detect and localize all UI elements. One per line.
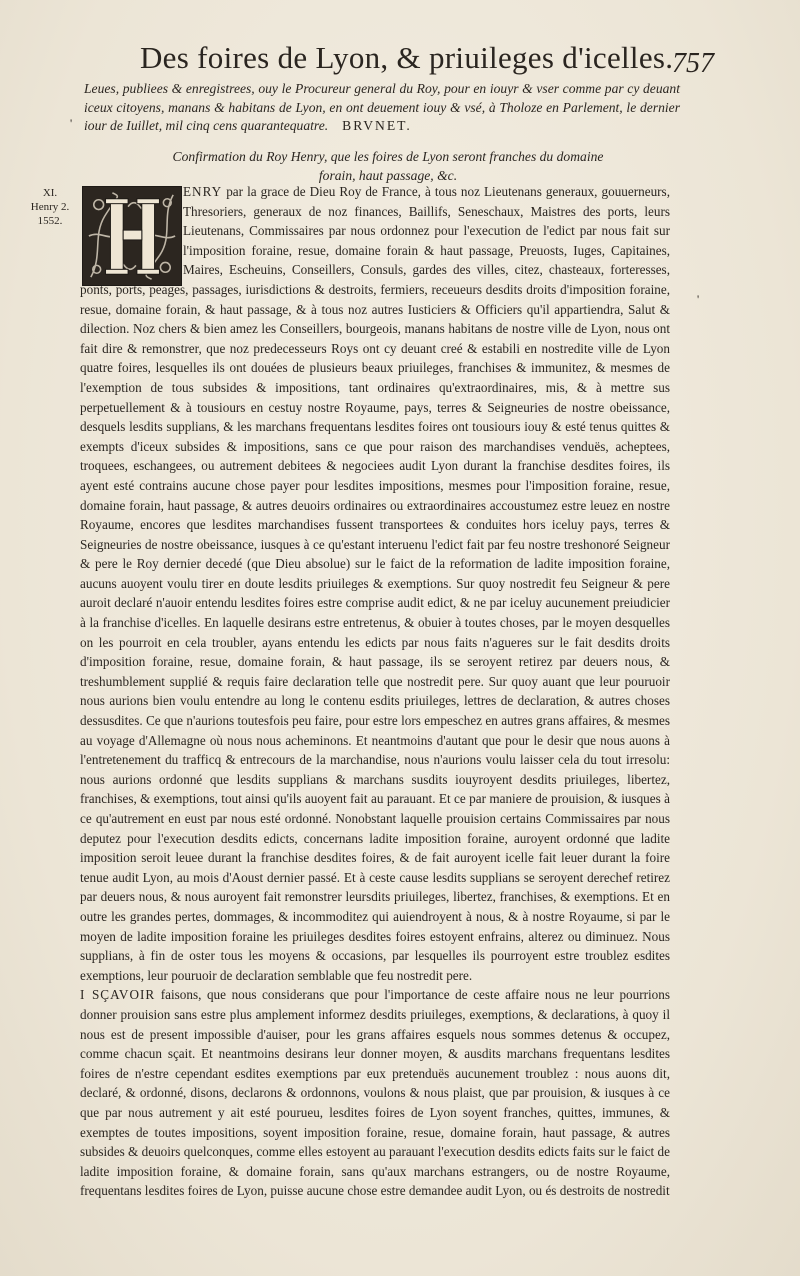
margin-note-line: XI. (42, 187, 58, 199)
confirmation-title: Confirmation du Roy Henry, que les foires de Lyon seront franches du domaine forain, haut passage, &c. (172, 149, 604, 183)
margin-note-line: 1552. (37, 215, 63, 227)
publication-note (84, 80, 680, 136)
margin-mark-right: ' (697, 292, 700, 306)
paragraph-opening: I SÇAVOIR (80, 987, 156, 1003)
paragraph (80, 985, 670, 1201)
margin-mark-left: ' (70, 116, 73, 130)
paragraph-opening: ENRY (183, 184, 223, 199)
initial-space (80, 182, 183, 278)
paragraph-text: faisons, que nous considerans que pour l'importance de ceste affaire nous ne leur pourrions donner prouision sans estre plus amplement informez desdits priuileges, exemptions, & declarations, à quoy il nous est de present impossible d'auiser, pour les grans affaires esquels nous sommes detenus & occupez, comme chacun sçait. Et neantmoins desirans leur donner moyen, & ausdits marchans frequentans lesdites foires de n'estre cependant esdites exemptions par eux pretenduës aucunement troublez : nous auons dit, declaré, & ordonné, disons, declarons & ordonnons, voulons & nous plaist, que par prouision, & iusques à ce que par nous autrement y ait esté pourueu, lesdites foires de Lyon soyent franches, quittes, immunes, & exemptes de toutes impositions, soyent imposition foraine, resue, domaine forain, haut passage, & autres subsides & deuoirs quelconques, comme elles estoyent au parauant l'execution desdits edicts faits sur le faict de ladite imposition foraine, & domaine forain, sans qu'aux marchans estrangers, ou de nostre Royaume, frequentans lesdites foires de Lyon, puisse aucune chose estre demandee audit Lyon, ou és destroits de nostredit (80, 987, 670, 1199)
running-title: Des foires de Lyon, & priuileges d'icelles. (140, 40, 674, 75)
main-text (80, 182, 670, 1201)
publication-note-text: Leues, publiees & enregistrees, ouy le Procureur general du Roy, pour en iouyr & vser comme par cy deuant iceux citoyens, manans & habitans de Lyon, en ont deuement iouy & vsé, à Tholoze en Parlement, le dernier iour de Iuillet, mil cinq cens quarantequatre. (84, 81, 680, 133)
folio-number: 757 (672, 48, 714, 79)
margin-note-line: Henry 2. (30, 201, 70, 213)
margin-note (28, 186, 72, 228)
paragraph (80, 182, 670, 985)
paragraph-text: par la grace de Dieu Roy de France, à tous noz Lieutenans generaux, gouuerneurs, Thresoriers, generaux de noz finances, Baillifs, Seneschaux, Maistres des ports, leurs Lieutenans, Commissaires par nous ordonnez pour l'execution de l'edict par nous fait sur l'imposition foraine, resue, domaine forain & haut passage, Preuosts, Iuges, Capitaines, Maires, Escheuins, Conseillers, Consuls, gardes des villes, citez, chasteaux, forteresses, ponts, ports, peages, passages, iurisdictions & destroits, fermiers, receueurs desdits droits d'imposition foraine, resue, domaine forain, & haut passage, & à tous noz autres Iusticiers & Officiers qu'il appartiendra, Salut & dilection. Noz chers & bien amez les Conseillers, bourgeois, manans habitans de nostre ville de Lyon, nous ont fait dire & remonstrer, que noz predecesseurs Roys ont cy deuant creé & estabili en nostredite ville de Lyon quatre foires, lesquelles ils ont douées de plusieurs beaux priuileges, franchises & immunitez, & mesmes de l'exemption de tous subsides & impositions, tant ordinaires qu'extraordinaires, mis, & à mettre sus perpetuellement & à tousiours en cestuy nostre Royaume, pays, terres & Seigneuries de nostre obeissance, desquels lesdits supplians, & les marchans frequentans lesdites foires ont tousiours iouy & esté tenus quittes & exempts d'iceux subsides & impositions, sans ce que pour raison des marchandises venduës, acheptees, troquees, eschangees, ou autrement debitees & negociees audit Lyon durant la franchise desdites foires, ils ayent esté contrains aucune chose payer pour lesdites impositions, mesmes pour l'imposition foraine, resue, domaine forain, haut passage, & autres deuoirs ordinaires ou extraordinaires accoustumez estre leuez en nostre Royaume, encores que lesdites marchandises fussent transportees & conduites hors iceluy pays, terres & Seigneuries de nostre obeissance, iusques à ce qu'estant interuenu l'edict fait par feu nostre treshonoré Seigneur & pere le Roy dernier decedé (que Dieu absolue) sur le faict de la reformation de ladite imposition foraine, aucuns auoyent voulu tirer en doute lesdits priuileges & exemptions. Sur quoy nostredit feu Seigneur & pere auroit declaré n'auoir entendu lesdites foires estre comprise audit edict, & ne par iceluy aucunement preiudicier à la franchise d'icelles. En laquelle desirans estre entretenus, & obuier à toutes choses, par le moyen desquelles on les pourroit en cela troubler, ayans entendu les edicts par nous faits n'agueres sur le fait desdits droits d'imposition foraine, resue, domaine forain, & haut passage, ils se seroyent retirez par deuers nous, & treshumblement supplié & requis faire declaration telle que nostredit pere. Sur quoy auant que leur pouruoir nous aurions bien voulu entendre au long le contenu esdits priuileges, lettres de declaration, & autres choses dessusdites. Ce que n'aurions toutesfois peu faire, pour estre lors empeschez en autres grans affaires, & mesmes au voyage d'Allemagne où nous nous acheminons. Et neantmoins d'autant que pour le desir que nous auons à l'entretenement du trafficq & entrecours de la marchandise, nous n'aurions voulu laisser cela du tout irresolu: nous aurions ordonné que lesdits supplians & marchans susdits iouyroyent desdits priuileges, libertez, franchises, & exemptions, tout ainsi qu'ils auoyent fait au parauant. Et ce par maniere de prouision, & iusques à ce qu'autrement en eust par nous esté ordonné. Nonobstant laquelle prouision certains Commissaires par nous deputez pour l'execution desdits edicts, concernans ladite imposition foraine, auroyent ordonné que ladite imposition seroit leuee durant la franchise desdites foires, & de fait auroyent icelle fait leuer durant la foire tenue audit Lyon, au mois d'Aoust dernier passé. Et à ceste cause lesdits supplians se seroyent derechef retirez par deuers nous, & nous auroyent fait remonstrer leursdits priuileges, libertez, franchises, & exemptions. Et en outre les grandes pertes, dommages, & incommoditez qui auiendroyent à nous, & à nostre Royaume, si par le moyen de ladite imposition foraine les priuileges desdites foires estoyent enfrains, alterez ou diminuez. Nous supplians, à fin de oster tous les moyens & occasions, par lesquelles ils pourroyent estre troublez esdites exemptions, leur pouruoir de declaration semblable que feu nostredit pere. (80, 184, 670, 983)
signature: BRVNET. (342, 118, 412, 133)
